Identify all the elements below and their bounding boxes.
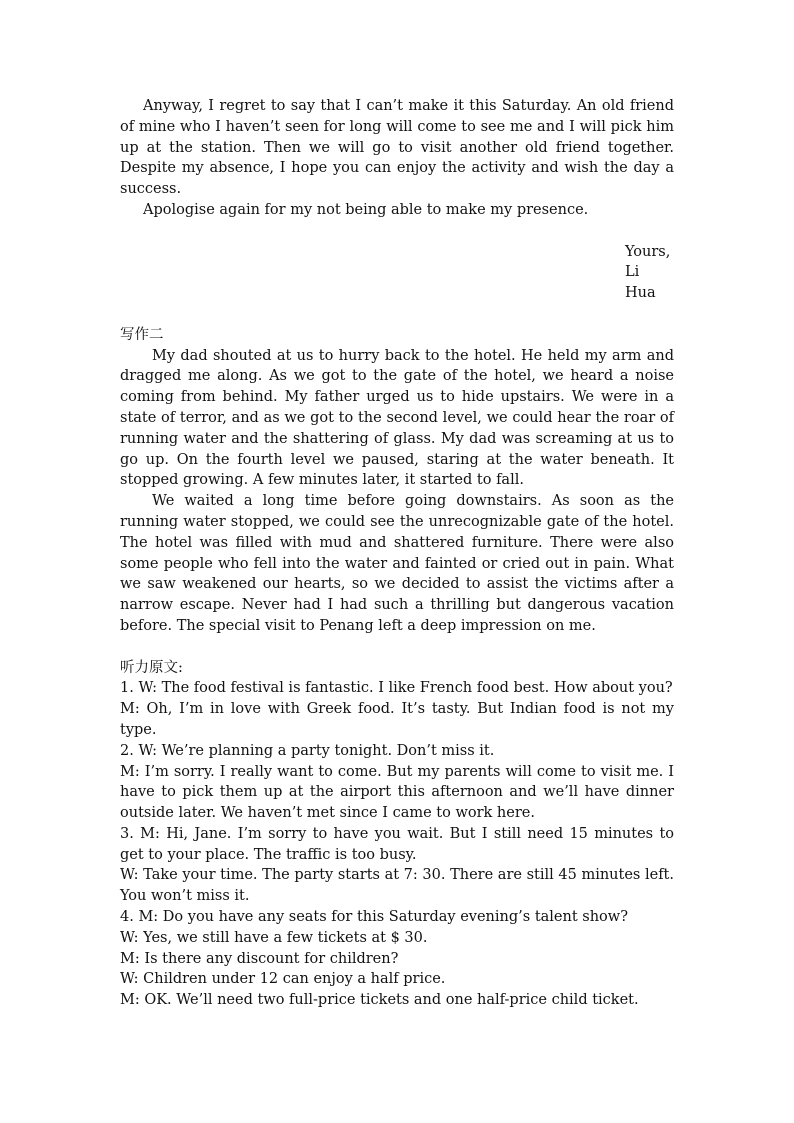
spacer (120, 637, 674, 658)
listening-line: M: Is there any discount for children? (120, 950, 399, 967)
listening-line: M: Oh, I’m in love with Greek food. It’s tasty. But Indian food is not my type. (120, 701, 674, 738)
listening-line: 2. W: We’re planning a party tonight. Don’t miss it. (120, 742, 495, 759)
listening-line: 3. M: Hi, Jane. I’m sorry to have you wait. But I still need 15 minutes to get to your place. The traffic is too busy. (120, 825, 674, 863)
listening-line: 1. W: The food festival is fantastic. I like French food best. How about you? (120, 680, 673, 697)
listening-heading: 听力原文: (120, 659, 183, 676)
listening-line: M: OK. We’ll need two full-price tickets and one half-price child ticket. (120, 992, 639, 1009)
listening-line: W: Take your time. The party starts at 7: 30. There are still 45 minutes left. You won’t miss it. (120, 867, 674, 905)
document-body (120, 96, 674, 1011)
letter-paragraph-1: Anyway, I regret to say that I can’t make it this Saturday. An old friend of mine who I haven’t seen for long will come to see me and I will pick him up at the station. Then we will go to visit another old friend together. Despite my absence, I hope you can enjoy the activity and wish the day a success. (120, 98, 674, 198)
letter-paragraph-2: Apologise again for my not being able to make my presence. (143, 201, 589, 218)
listening-line: M: I’m sorry. I really want to come. But my parents will come to visit me. I have to pick them up at the airport this afternoon and we’ll have dinner outside later. We haven’t met since I came to work here. (120, 763, 674, 822)
listening-line: W: Children under 12 can enjoy a half price. (120, 971, 446, 988)
listening-line: W: Yes, we still have a few tickets at $ 30. (120, 929, 428, 946)
spacer (120, 221, 674, 242)
letter-signature: Li Hua (625, 264, 656, 302)
writing2-paragraph-2: We waited a long time before going downstairs. As soon as the running water stopped, we could see the unrecognizable gate of the hotel. The hotel was filled with mud and shattered furniture. There were also some people who fell into the water and fainted or cried out in pain. What we saw weakened our hearts, so we decided to assist the victims after a narrow escape. Never had I had such a thrilling but dangerous vacation before. The special visit to Penang left a deep impression on me. (120, 493, 674, 634)
letter-closing: Yours, (625, 243, 671, 260)
writing2-paragraph-1: My dad shouted at us to hurry back to the hotel. He held my arm and dragged me along. As we got to the gate of the hotel, we heard a noise coming from behind. My father urged us to hide upstairs. We were in a state of terror, and as we got to the second level, we could hear the roar of running water and the shattering of glass. My dad was screaming at us to go up. On the fourth level we paused, staring at the water beneath. It stopped growing. A few minutes later, it started to fall. (120, 347, 674, 489)
writing2-heading: 写作二 (120, 326, 164, 343)
listening-line: 4. M: Do you have any seats for this Saturday evening’s talent show? (120, 909, 628, 926)
spacer (120, 304, 674, 325)
